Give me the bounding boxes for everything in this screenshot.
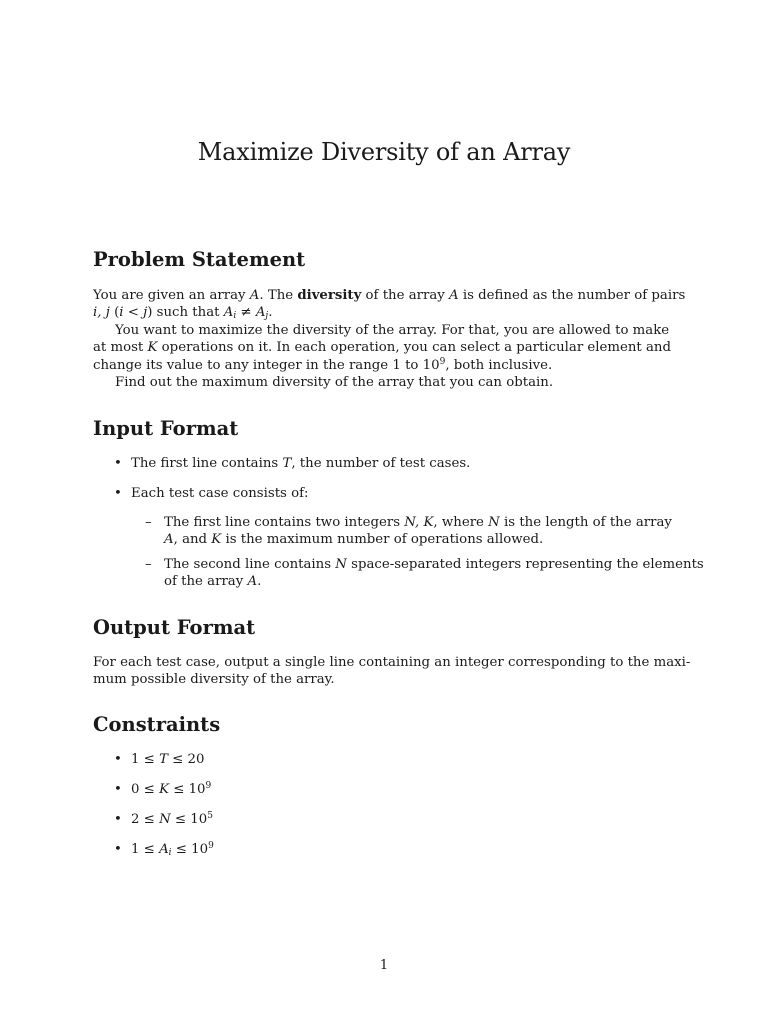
text-run: 0 ≤	[131, 782, 160, 797]
text-run: .	[268, 305, 273, 321]
bullet-icon: •	[114, 812, 122, 827]
problem-line-5	[93, 357, 675, 374]
text-run: ≤ 10	[171, 842, 209, 857]
dash-icon: –	[145, 557, 152, 572]
text-run: ≤ 10	[170, 812, 208, 827]
problem-line-1	[93, 287, 686, 304]
constraints-heading: Constraints	[93, 713, 221, 736]
var-a: A	[164, 532, 174, 548]
constraint-text	[131, 781, 675, 798]
bullet-icon: •	[114, 486, 122, 501]
var-a: A	[449, 288, 459, 303]
constraint-text	[131, 841, 675, 858]
var-a: A	[255, 305, 266, 321]
text-run: You are given an array	[93, 288, 250, 303]
exponent: 9	[205, 781, 212, 791]
text-run: , the number of test cases.	[291, 456, 471, 471]
neq-symbol: ≠	[236, 305, 256, 321]
constraint-text	[131, 811, 675, 828]
exponent: 9	[208, 841, 214, 851]
text-run: .	[257, 574, 262, 590]
text-run: change its value to any integer in the range 1 to 10	[93, 357, 440, 373]
bullet-text: Each test case consists of:	[131, 486, 309, 501]
var-a: A	[223, 305, 234, 321]
document-page	[93, 0, 704, 1024]
text-run: 2 ≤	[131, 812, 160, 827]
output-line-2: mum possible diversity of the array.	[93, 672, 335, 688]
text-run: is defined as the number of pairs	[458, 288, 686, 303]
text-run: 1 ≤	[131, 752, 160, 767]
sub-line	[164, 573, 675, 590]
bullet-icon: •	[114, 782, 122, 797]
text-run: of the array	[361, 288, 450, 303]
text-run: , where	[433, 515, 489, 530]
var-k: K	[159, 782, 169, 797]
text-run: The second line contains	[164, 557, 336, 572]
dash-icon: –	[145, 515, 152, 530]
text-run: ≤ 10	[169, 782, 206, 797]
var-a: A	[249, 288, 260, 303]
var-n: N	[488, 515, 500, 530]
page-number: 1	[379, 958, 389, 973]
text-run: (	[109, 305, 120, 321]
subscript-i: i	[168, 848, 172, 858]
output-format-paragraph	[93, 654, 691, 689]
subscript-i: i	[233, 311, 237, 322]
constraint-text	[131, 751, 675, 768]
text-run: at most	[93, 340, 148, 356]
exponent-9: 9	[439, 356, 446, 367]
var-n: N	[159, 812, 171, 827]
sub-text	[164, 514, 675, 549]
var-a: A	[247, 574, 258, 590]
document-title: Maximize Diversity of an Array	[197, 138, 571, 166]
var-k: K	[211, 532, 222, 548]
bullet-text	[131, 455, 675, 472]
text-run: of the array	[164, 574, 248, 590]
problem-line-6: Find out the maximum diversity of the array that you can obtain.	[115, 374, 554, 390]
problem-line-4	[93, 339, 675, 356]
text-run: is the length of the array	[499, 515, 672, 530]
var-t: T	[282, 456, 292, 471]
bullet-icon: •	[114, 456, 122, 471]
text-run: ≤ 20	[167, 752, 205, 767]
text-run: 1 ≤	[131, 842, 160, 857]
var-k: K	[147, 340, 158, 356]
text-run: operations on it. In each operation, you can select a particular element and	[157, 340, 672, 356]
sub-line	[164, 556, 704, 573]
problem-line-3: You want to maximize the diversity of the array. For that, you are allowed to make	[115, 322, 670, 338]
text-run: , both inclusive.	[445, 357, 553, 373]
var-t: T	[159, 752, 168, 767]
sub-text	[164, 556, 704, 591]
problem-statement-paragraph	[93, 287, 686, 391]
sub-line	[164, 531, 675, 548]
text-run: The first line contains	[131, 456, 283, 471]
text-run: is the maximum number of operations allowed.	[221, 532, 544, 548]
problem-line-2	[93, 304, 675, 321]
sub-line	[164, 514, 675, 531]
text-run: The first line contains two integers	[164, 515, 405, 530]
var-n: N	[335, 557, 347, 572]
text-run: , and	[173, 532, 212, 548]
output-line-1: For each test case, output a single line containing an integer corresponding to the maxi-	[93, 655, 691, 670]
input-format-heading: Input Format	[93, 417, 239, 440]
var-ij: i, j	[93, 305, 110, 321]
diversity-term: diversity	[297, 288, 362, 303]
bullet-icon: •	[114, 842, 122, 857]
var-i-lt-j: i < j	[119, 305, 148, 321]
subscript-j: j	[265, 311, 269, 322]
var-nk: N, K	[404, 515, 434, 530]
text-run: ) such that	[147, 305, 224, 321]
bullet-icon: •	[114, 752, 122, 767]
exponent: 5	[207, 811, 213, 821]
var-a: A	[159, 842, 169, 857]
problem-statement-heading: Problem Statement	[93, 248, 306, 271]
text-run: . The	[259, 288, 298, 303]
text-run: space-separated integers representing the elements	[346, 557, 704, 572]
output-format-heading: Output Format	[93, 616, 256, 639]
